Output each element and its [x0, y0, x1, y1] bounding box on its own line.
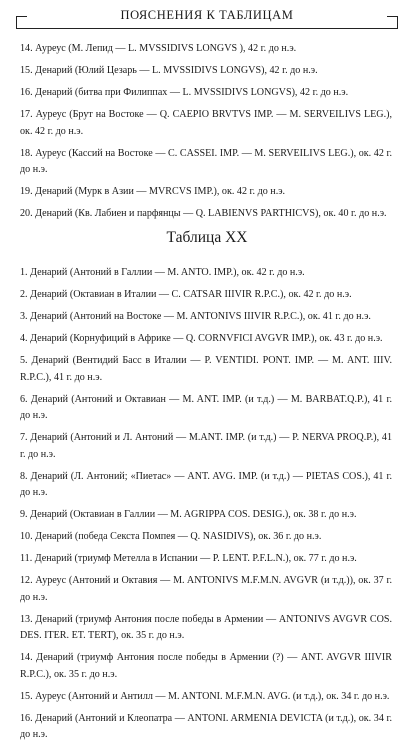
list-item: 14. Денарий (триумф Антония после победы в Армении (?) — ANT. AVGVR IIIVIR R.P.C.), ок. 35 г. до н.э. [20, 652, 392, 680]
list-item: 4. Денарий (Корнуфиций в Африке — Q. CORNVFICI AVGVR IMP.), ок. 43 г. до н.э. [20, 333, 383, 344]
list-item: 10. Денарий (победа Секста Помпея — Q. NASIDIVS), ок. 36 г. до н.э. [20, 531, 322, 542]
header-title: ПОЯСНЕНИЯ К ТАБЛИЦАМ [120, 8, 294, 22]
list-item: 15. Ауреус (Антоний и Антилл — M. ANTONI. M.F.M.N. AVG. (и т.д.), ок. 34 г. до н.э. [20, 690, 390, 702]
list-item: 15. Денарий (Юлий Цезарь — L. MVSSIDIVS LONGVS), 42 г. до н.э. [20, 65, 318, 76]
list-item: 3. Денарий (Антоний на Востоке — M. ANTONIVS IIIVIR R.P.C.), ок. 41 г. до н.э. [20, 311, 371, 322]
list-item: 1. Денарий (Антоний в Галлии — M. ANTO. IMP.), ок. 42 г. до н.э. [20, 267, 305, 278]
running-header [16, 8, 398, 34]
list-item: 5. Денарий (Вентидий Басс в Италии — P. VENTIDI. PONT. IMP. — M. ANT. IIIV. R.P.C.), 41 г. до н.э. [20, 355, 392, 383]
list-item: 12. Ауреус (Антоний и Октавия — M. ANTONIVS M.F.M.N. AVGVR (и т.д.)), ок. 37 г. до н.э. [20, 575, 392, 603]
list-item: 18. Ауреус (Кассий на Востоке — C. CASSEI. IMP. — M. SERVEILIVS LEG.), ок. 42 г. до н.э. [20, 147, 392, 175]
list-item: 8. Денарий (Л. Антоний; «Пиетас» — ANT. AVG. IMP. (и т.д.) — PIETAS COS.), 41 г. до н.э. [20, 470, 392, 498]
list-item: 11. Денарий (триумф Метелла в Испании — P. LENT. P.F.L.N.), ок. 77 г. до н.э. [20, 553, 357, 564]
list-item: 14. Ауреус (М. Лепид — L. MVSSIDIVS LONGVS ), 42 г. до н.э. [20, 43, 297, 54]
entries-list-previous-table [20, 41, 392, 228]
section-heading: Таблица XX [166, 229, 248, 246]
list-item: 19. Денарий (Мурк в Азии — MVRCVS IMP.), ок. 42 г. до н.э. [20, 186, 286, 197]
list-item: 17. Ауреус (Брут на Востоке — Q. CAEPIO BRVTVS IMP. — M. SERVEILIVS LEG.), ок. 42 г. до н.э. [20, 109, 392, 137]
header-rule [16, 28, 398, 29]
entries-list-table-xx [20, 265, 392, 749]
list-item: 6. Денарий (Антоний и Октавиан — M. ANT. IMP. (и т.д.) — M. BARBAT.Q.P.), 41 г. до н.э. [20, 393, 392, 421]
list-item: 7. Денарий (Антоний и Л. Антоний — M.ANT. IMP. (и т.д.) — P. NERVA PROQ.P.), 41 г. до н.э. [20, 432, 392, 460]
list-item: 16. Денарий (битва при Филиппах — L. MVSSIDIVS LONGVS), 42 г. до н.э. [20, 87, 349, 98]
list-item: 20. Денарий (Кв. Лабиен и парфянцы — Q. LABIENVS PARTHICVS), ок. 40 г. до н.э. [20, 208, 387, 219]
list-item: 9. Денарий (Октавиан в Галлии — M. AGRIPPA COS. DESIG.), ок. 38 г. до н.э. [20, 509, 357, 520]
list-item: 16. Денарий (Антоний и Клеопатра — ANTONI. ARMENIA DEVICTA (и т.д.), ок. 34 г. до н.э. [20, 712, 392, 740]
list-item: 13. Денарий (триумф Антония после победы в Армении — ANTONIVS AVGVR COS. DES. ITER. ET. TERT), ок. 35 г. до н.э. [20, 613, 392, 641]
list-item: 2. Денарий (Октавиан в Италии — C. CATSAR IIIVIR R.P.C.), ок. 42 г. до н.э. [20, 289, 352, 300]
